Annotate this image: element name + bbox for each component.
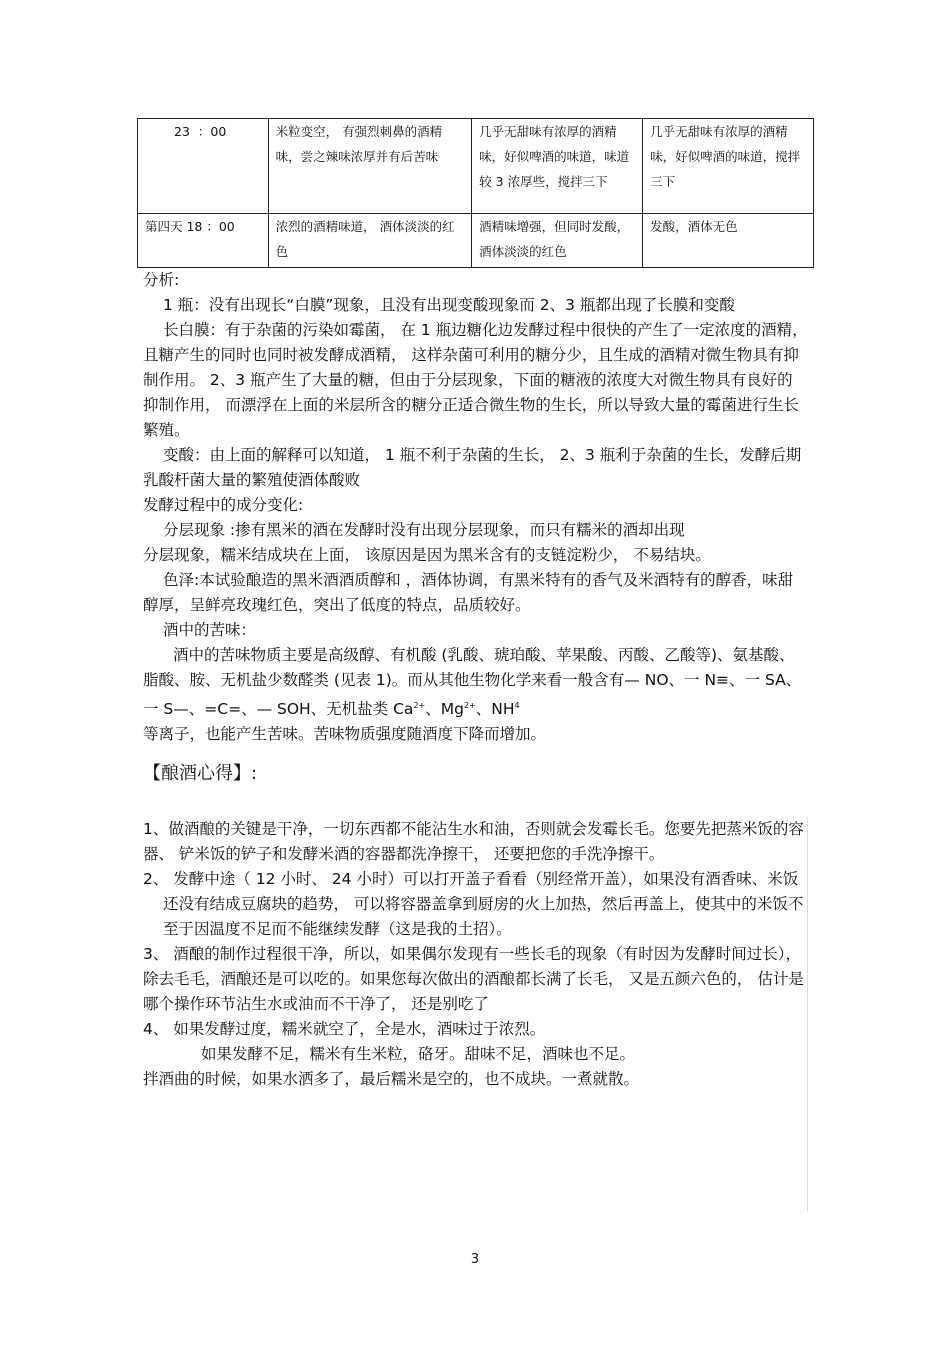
- changes-paragraph: 色泽:本试验酿造的黑米酒酒质醇和 ，酒体协调，有黑米特有的香气及米酒特有的醇香，味甜醇厚，呈鲜亮玫瑰红色，突出了低度的特点，品质较好。: [143, 571, 794, 614]
- superscript: 4: [514, 701, 520, 710]
- table-cell: 酒精味增强，但同时发酸，酒体淡淡的红色: [472, 214, 643, 268]
- bitterness-text: 、NH: [475, 700, 515, 719]
- changes-paragraph: 分层现象 :掺有黑米的酒在发酵时没有出现分层现象，而只有糯米的酒却出现: [163, 521, 685, 539]
- notes-item: 4、 如果发酵过度，糯米就空了，全是水，酒味过于浓烈。: [143, 1020, 546, 1038]
- table-cell: 发酸，酒体无色: [643, 214, 814, 268]
- notes-item: 1、做酒酿的关键是干净，一切东西都不能沾生水和油，否则就会发霉长毛。您要先把蒸米饭的容器、 铲米饭的铲子和发酵米酒的容器都洗净擦干， 还要把您的手洗净擦干。: [143, 820, 804, 863]
- analysis-paragraph: 1 瓶：没有出现长“白膜”现象，且没有出现变酸现象而 2、3 瓶都出现了长膜和变酸: [163, 296, 735, 314]
- bitterness-paragraph: [143, 643, 808, 722]
- notes-heading: 【酿酒心得】:: [143, 763, 258, 785]
- table-cell-time: 第四天 18 ：00: [138, 214, 269, 268]
- bitterness-text: 、Mg: [425, 700, 464, 719]
- bitterness-heading: 酒中的苦味：: [163, 621, 257, 639]
- changes-paragraph: 分层现象，糯米结成块在上面， 该原因是因为黑米含有的支链淀粉少， 不易结块。: [143, 546, 711, 564]
- table-cell-time: 23 ：00: [138, 119, 269, 214]
- analysis-paragraph: 长白膜：有于杂菌的污染如霉菌， 在 1 瓶边糖化边发酵过程中很快的产生了一定浓度的酒精，且糖产生的同时也同时被发酵成酒精， 这样杂菌可利用的糖分少，且生成的酒精对微生物具有抑制作用。 2、3 瓶产生了大量的糖，但由于分层现象，下面的糖液的浓度大对微生物具有良好的抑制作用， 而漂浮在上面的米层所含的糖分正适合微生物的生长，所以导致大量的霉菌进行生长繁殖。: [143, 321, 808, 439]
- notes-item: 2、 发酵中途（ 12 小时、 24 小时）可以打开盖子看看（别经常开盖），如果没有酒香味、米饭还没有结成豆腐块的趋势， 可以将容器盖拿到厨房的火上加热，然后再盖上，使其中的米饭不至于因温度不足而不能继续发酵（这是我的土招）。: [143, 870, 804, 938]
- page-number: 3: [470, 1252, 480, 1267]
- notes-item: 如果发酵不足，糯米有生米粒，硌牙。甜味不足，酒味也不足。: [201, 1045, 636, 1063]
- table-row: [138, 214, 814, 268]
- table-cell: 浓烈的酒精味道， 酒体淡淡的红色: [268, 214, 472, 268]
- table-row: [138, 119, 814, 214]
- bitterness-text: 酒中的苦味物质主要是高级醇、有机酸 (乳酸、琥珀酸、苹果酸、丙酸、乙酸等)、氨基酸、脂酸、胺、无机盐少数醛类 (见表 1)。而从其他生物化学来看一般含有— NO、一 N≡、一 SA、一 S—、=C=、— SOH、无机盐类 Ca: [143, 646, 802, 719]
- notes-box: [143, 817, 808, 1211]
- superscript: 2+: [413, 701, 426, 710]
- analysis-heading: 分析:: [143, 271, 180, 289]
- table-cell: 几乎无甜味有浓厚的酒精味，好似啤酒的味道，味道较 3 浓厚些，搅拌三下: [472, 119, 643, 214]
- analysis-paragraph: 变酸：由上面的解释可以知道， 1 瓶不利于杂菌的生长， 2、3 瓶利于杂菌的生长，发酵后期乳酸杆菌大量的繁殖使酒体酸败: [143, 446, 802, 489]
- observation-table-wrapper: [137, 118, 814, 268]
- notes-item: 拌酒曲的时候，如果水洒多了，最后糯米是空的，也不成块。一煮就散。: [143, 1070, 640, 1088]
- table-cell: 几乎无甜味有浓厚的酒精味，好似啤酒的味道，搅拌三下: [643, 119, 814, 214]
- bitterness-paragraph: 等离子，也能产生苦味。苦味物质强度随酒度下降而增加。: [143, 725, 547, 744]
- table-cell: 米粒变空， 有强烈刺鼻的酒精味，尝之辣味浓厚并有后苦味: [268, 119, 472, 214]
- changes-heading: 发酵过程中的成分变化:: [143, 496, 304, 514]
- observation-table: [137, 118, 814, 268]
- notes-item: 3、 酒酿的制作过程很干净，所以，如果偶尔发现有一些长毛的现象（有时因为发酵时间过长），除去毛毛，酒酿还是可以吃的。如果您每次做出的酒酿都长满了长毛， 又是五颜六色的， 估计是哪个操作环节沾生水或油而不干净了， 还是别吃了: [143, 945, 804, 1013]
- analysis-section: [143, 268, 808, 789]
- superscript: 2+: [463, 701, 476, 710]
